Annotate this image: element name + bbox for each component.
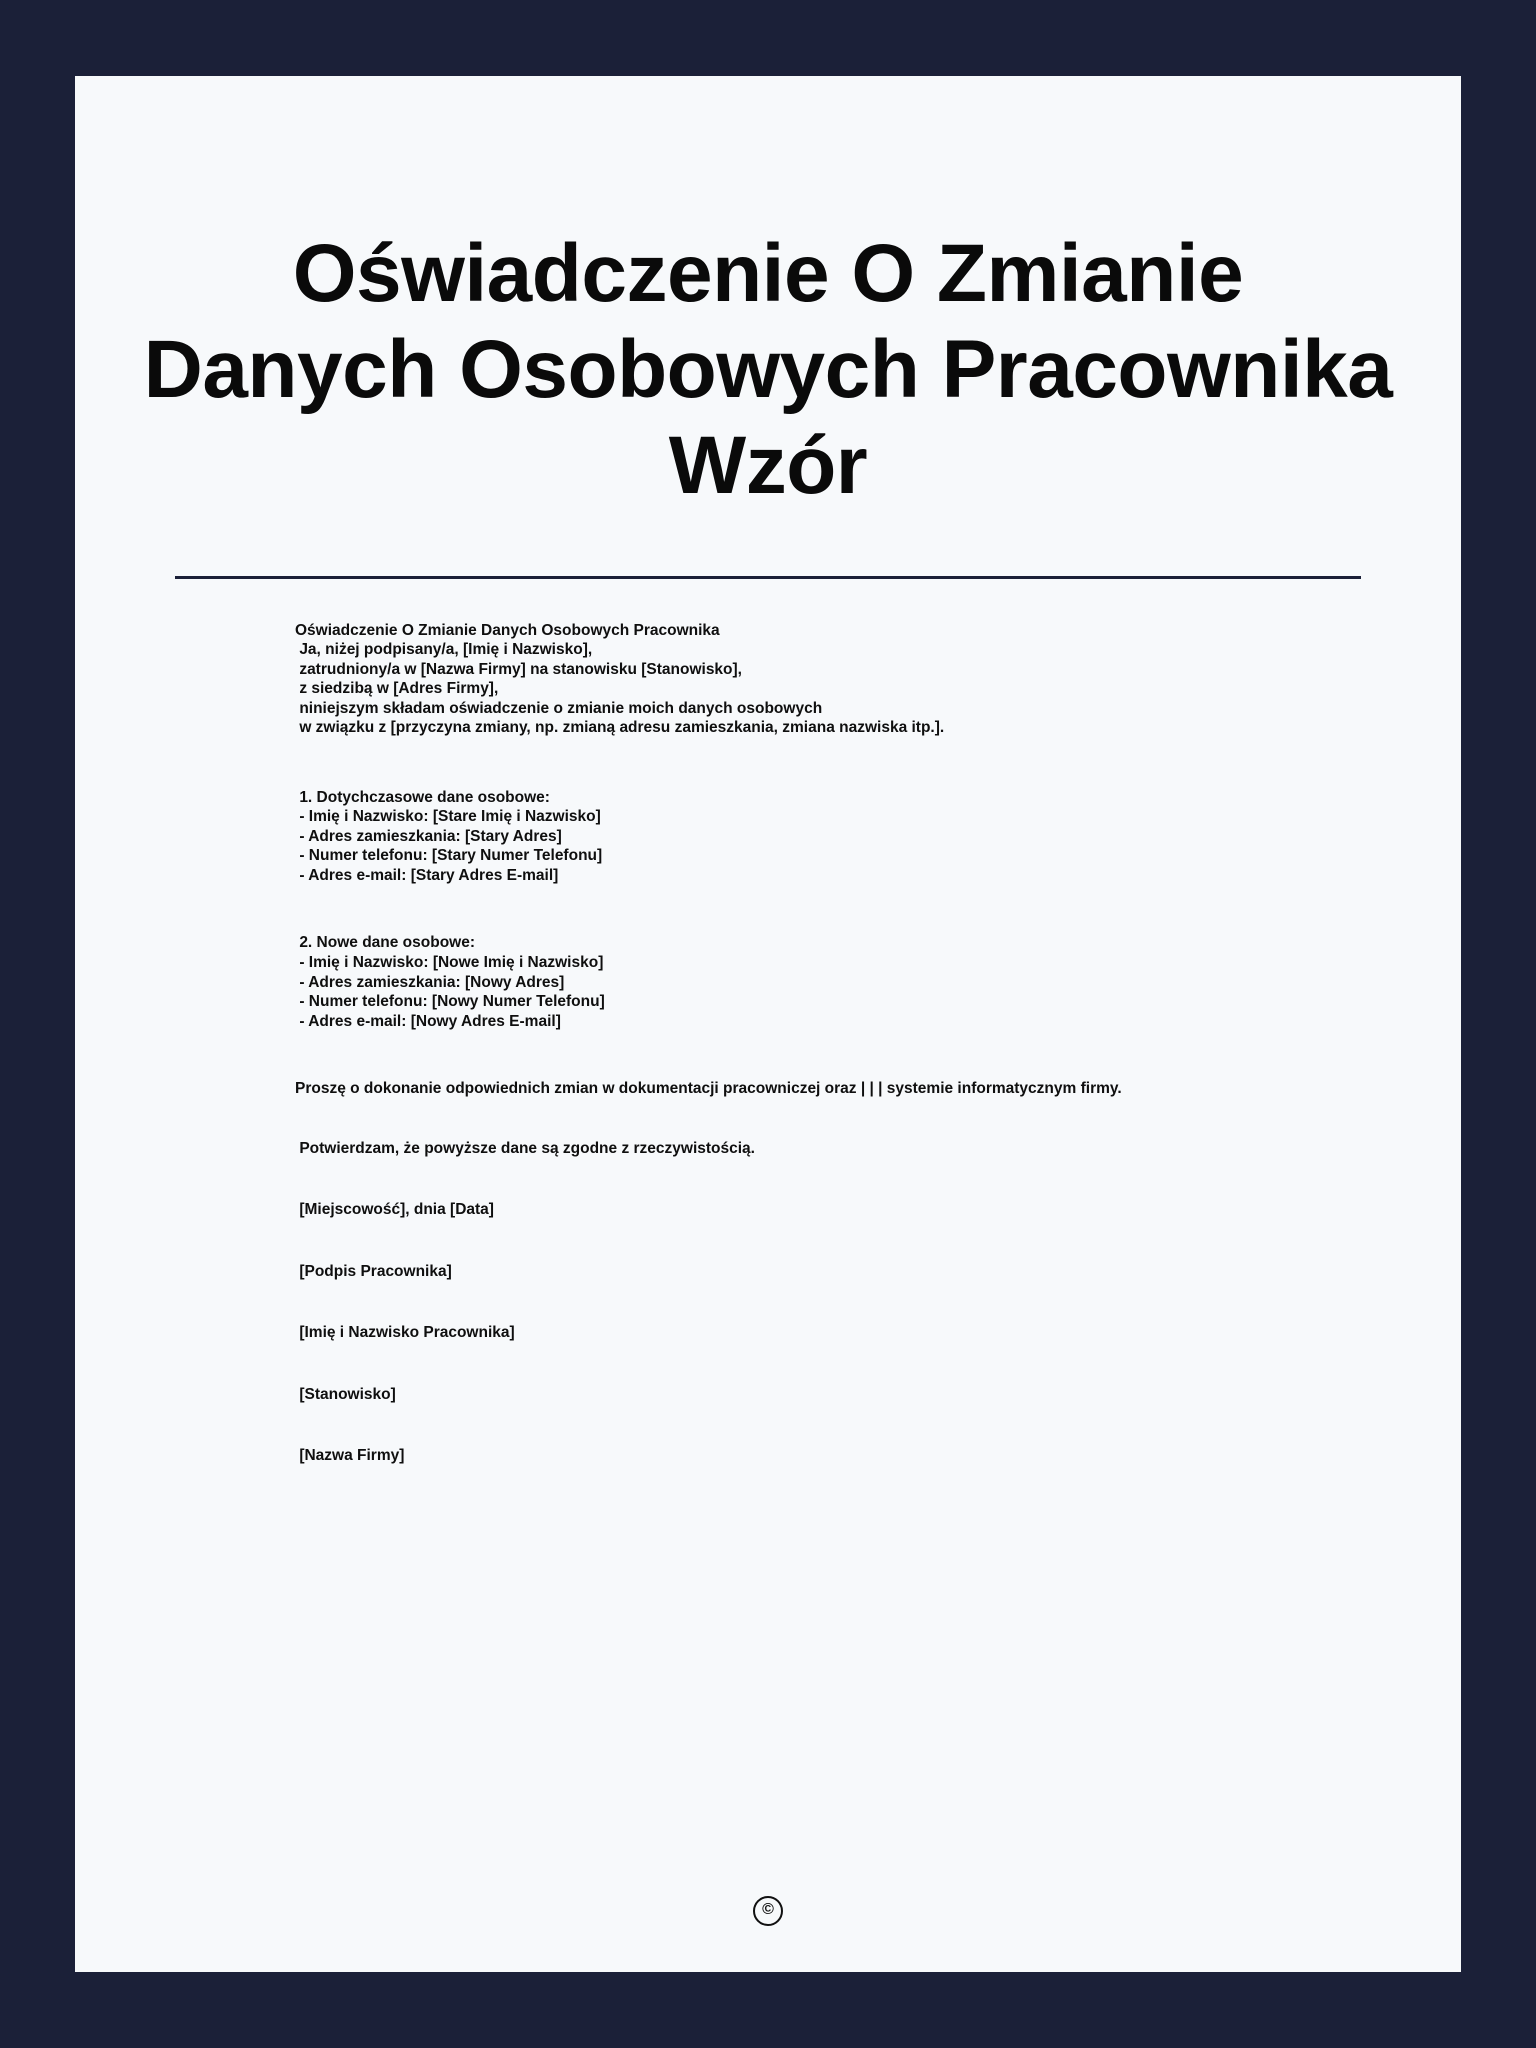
position-text: [Stanowisko] (295, 1385, 396, 1403)
intro-line-2: zatrudniony/a w [Nazwa Firmy] na stanowisku [Stanowisko], (295, 660, 742, 678)
request-text: Proszę o dokonanie odpowiednich zmian w dokumentacji pracowniczej oraz | | | systemie informatycznym firmy. (295, 1080, 1122, 1098)
new-data-heading: 2. Nowe dane osobowe: (295, 934, 476, 952)
current-data-line-4: - Adres e-mail: [Stary Adres E-mail] (295, 866, 559, 884)
company-text: [Nazwa Firmy] (295, 1447, 405, 1465)
intro-line-5: w związku z [przyczyna zmiany, np. zmianą adresu zamieszkania, zmiana nazwiska itp.]. (295, 719, 945, 737)
copyright-icon: © (753, 1896, 783, 1926)
new-data-section (295, 933, 1241, 1031)
intro-line-3: z siedzibą w [Adres Firmy], (295, 680, 499, 698)
request-block (295, 1079, 1241, 1099)
employee-name-block (295, 1323, 1241, 1343)
current-data-line-3: - Numer telefonu: [Stary Numer Telefonu] (295, 847, 603, 865)
new-data-line-4: - Adres e-mail: [Nowy Adres E-mail] (295, 1012, 561, 1030)
confirmation-block (295, 1139, 1241, 1159)
position-block (295, 1385, 1241, 1405)
signature-text: [Podpis Pracownika] (295, 1262, 452, 1280)
intro-heading: Oświadczenie O Zmianie Danych Osobowych Pracownika (295, 621, 720, 639)
current-data-section (295, 788, 1241, 886)
current-data-heading: 1. Dotychczasowe dane osobowe: (295, 788, 550, 806)
signature-block (295, 1262, 1241, 1282)
page-title: Oświadczenie O Zmianie Danych Osobowych Pracownika Wzór (143, 228, 1393, 511)
place-date-block (295, 1200, 1241, 1220)
document-page (75, 76, 1461, 1972)
employee-name-text: [Imię i Nazwisko Pracownika] (295, 1324, 515, 1342)
confirmation-text: Potwierdzam, że powyższe dane są zgodne z rzeczywistością. (295, 1139, 755, 1157)
current-data-line-1: - Imię i Nazwisko: [Stare Imię i Nazwisko] (295, 808, 601, 826)
document-body (75, 579, 1461, 1466)
current-data-line-2: - Adres zamieszkania: [Stary Adres] (295, 827, 562, 845)
new-data-line-3: - Numer telefonu: [Nowy Numer Telefonu] (295, 993, 605, 1011)
place-date-text: [Miejscowość], dnia [Data] (295, 1201, 494, 1219)
new-data-line-2: - Adres zamieszkania: [Nowy Adres] (295, 973, 565, 991)
new-data-line-1: - Imię i Nazwisko: [Nowe Imię i Nazwisko] (295, 954, 604, 971)
company-block (295, 1446, 1241, 1466)
document-footer (75, 1896, 1461, 1926)
intro-line-1: Ja, niżej podpisany/a, [Imię i Nazwisko], (295, 641, 593, 659)
intro-block (295, 621, 1241, 738)
intro-line-4: niniejszym składam oświadczenie o zmianie moich danych osobowych (295, 699, 823, 717)
